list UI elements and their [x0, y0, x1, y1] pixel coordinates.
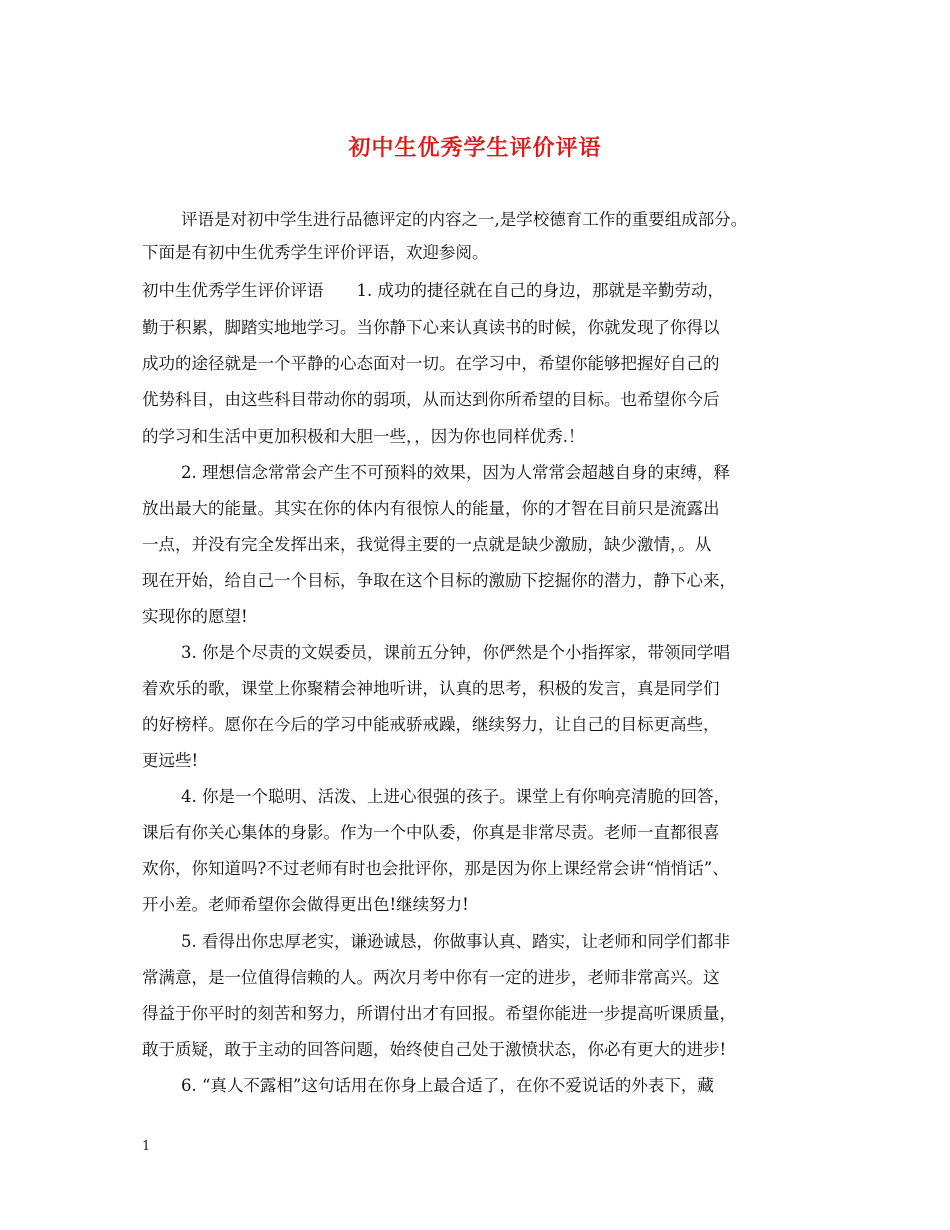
body-line: 课后有你关心集体的身影。作为一个中队委，你真是非常尽责。老师一直都很喜 [142, 823, 720, 842]
body-line: 下面是有初中生优秀学生评价评语，欢迎参阅。 [142, 243, 489, 262]
body-line: 常满意，是一位值得信赖的人。两次月考中你有一定的进步，老师非常高兴。这 [142, 968, 720, 987]
body-line: 开小差。老师希望你会做得更出色!继续努力! [142, 895, 469, 914]
body-line: 敢于质疑，敢于主动的回答问题，始终使自己处于激愤状态，你必有更大的进步! [142, 1040, 727, 1059]
body-line: 着欢乐的歌，课堂上你聚精会神地听讲，认真的思考，积极的发言，真是同学们 [142, 679, 720, 698]
body-line: 5. 看得出你忠厚老实，谦逊诚恳，你做事认真、踏实，让老师和同学们都非 [181, 932, 730, 951]
body-line: 更远些! [142, 751, 199, 770]
body-line: 的学习和生活中更加积极和大胆一些，，因为你也同样优秀.！ [142, 427, 585, 446]
body-line: 的好榜样。愿你在今后的学习中能戒骄戒躁，继续努力，让自己的目标更高些， [142, 715, 720, 734]
body-line: 一点，并没有完全发挥出来，我觉得主要的一点就是缺少激励，缺少激情，。从 [142, 535, 712, 554]
body-line: 成功的途径就是一个平静的心态面对一切。在学习中，希望你能够把握好自己的 [142, 354, 720, 373]
page-number: 1 [142, 1139, 151, 1154]
body-line: 放出最大的能量。其实在你的体内有很惊人的能量，你的才智在目前只是流露出 [142, 499, 720, 518]
body-line: 2. 理想信念常常会产生不可预料的效果，因为人常常会超越自身的束缚，释 [181, 463, 730, 482]
body-line: 6. “真人不露相”这句话用在你身上最合适了，在你不爱说话的外表下，藏 [181, 1076, 714, 1095]
body-line: 现在开始，给自己一个目标，争取在这个目标的激励下挖掘你的潜力，静下心来， [142, 571, 736, 590]
document-title: 初中生优秀学生评价评语 [348, 135, 602, 161]
body-line: 得益于你平时的刻苦和努力，所谓付出才有回报。希望你能进一步提高听课质量， [142, 1004, 736, 1023]
body-line: 实现你的愿望! [142, 607, 248, 626]
body-line: 3. 你是个尽责的文娱委员，课前五分钟，你俨然是个小指挥家，带领同学唱 [181, 643, 730, 662]
body-line: 欢你，你知道吗?不过老师有时也会批评你，那是因为你上课经常会讲“悄悄话”、 [142, 859, 729, 878]
body-line: 4. 你是一个聪明、活泼、上进心很强的孩子。课堂上有你响亮清脆的回答， [181, 787, 730, 806]
body-line: 评语是对初中学生进行品德评定的内容之一,是学校德育工作的重要组成部分。 [181, 210, 748, 229]
body-line: 优势科目，由这些科目带动你的弱项，从而达到你所希望的目标。也希望你今后 [142, 390, 720, 409]
body-line: 勤于积累，脚踏实地地学习。当你静下心来认真读书的时候，你就发现了你得以 [142, 318, 720, 337]
body-line: 初中生优秀学生评价评语 1. 成功的捷径就在自己的身边，那就是辛勤劳动， [142, 281, 724, 300]
